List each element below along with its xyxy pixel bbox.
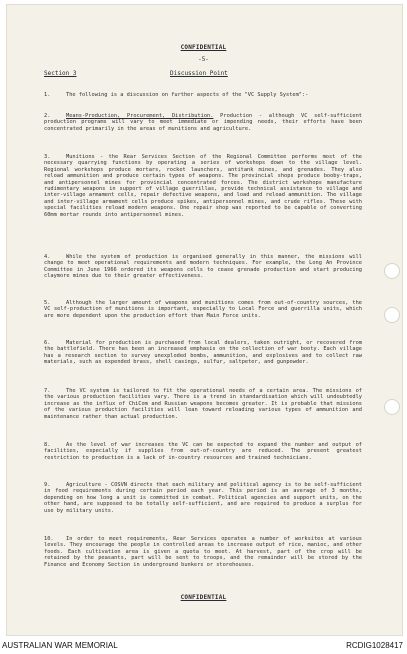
classification-footer: CONFIDENTIAL (180, 594, 227, 601)
page-number: -5- (198, 56, 209, 63)
archive-footer (0, 636, 407, 654)
paragraph-3: 3. Munitions - the Rear Services Section of the Regional Committee performs most of the necessary quarrying functions by operating a series of workshops down to the village level. Regional workshops produce mortars, rocket launchers, antitank mines, and grenades. They also reload ammunition and produce certain types of weapons. The provincial shops produce booby-traps, and antipersonnel mines for provincial concentrated forces. The district workshops manufacture rudimentary weapons in support of village guerrillas, provide technical assistance to village and inter-village armament cells, repair defective weapons, and load and reload ammunition. The village and inter-village armament cells produce spikes, antipersonnel mines, and crude rifles. These with special facilities reload modern weapons. One repair shop was reported to be capable of converting 60mm mortar rounds into antipersonnel mines. (44, 154, 362, 218)
paragraph-10: 10. In order to meet requirements, Rear Services operates a number of worksites at various levels. They encourage the people in controlled areas to increase output of rice, manioc, and other foods. Each cultivation area is given a quota to meet. At harvest, part of the crop will be retained by the peasants, part will be sent to troops, and the remainder will be stored by the Finance and Economy Section in underground bunkers or storehouses. (44, 536, 362, 568)
paragraph-7: 7. The VC system is tailored to fit the operational needs of a certain area. The missions of the various production facilities vary. There is a trend in standardisation which will undoubtedly increase as the influx of ChiCom and Russian weapons becomes greater. It is probable that missions of the various production facilities will lean toward reloading various types of ammunition and maintenance rather than actual production. (44, 388, 362, 420)
section-title: Discussion Point (170, 70, 228, 77)
paragraph-1: 1. The following is a discussion on further aspects of the "VC Supply System":- (44, 92, 309, 98)
paragraph-6: 6. Material for production is purchased from local dealers, taken outright, or recovered from the battlefield. There has been an increased emphasis on the collection of war booty. Each village has a research section to survey unexploded bombs, ammunition, and explosives and to collect raw materials, such as expended brass, shell casings, sulfur, saltpeter, and gunpowder. (44, 340, 362, 366)
paragraph-8: 8. As the level of war increases the VC can be expected to expand the number and output of facilities, especially if supplies from out-of-country are reduced. The present greatest restriction to production is a lack of in-country resources and trained technicians. (44, 442, 362, 461)
section-label: Section 3 (44, 70, 77, 77)
punch-hole (384, 263, 400, 279)
archive-name: AUSTRALIAN WAR MEMORIAL (2, 641, 118, 650)
punch-hole (384, 307, 400, 323)
punch-hole (384, 399, 400, 415)
paragraph-2: 2. Means-Production, Procurement, Distribution. Production - although VC self-sufficient production programs will vary to meet immediate or impending needs, their efforts have been concentrated primarily in the areas of munitions and agriculture. (44, 113, 362, 132)
record-id: RCDIG1028417 (346, 641, 403, 650)
paragraph-4: 4. While the system of production is organised generally in this manner, the missions will change to meet operational requirements and modern techniques. For example, the Long An Province Committee in June 1966 ordered its weapons cells to cease grenade production and start producing claymore mines due to their greater effectiveness. (44, 254, 362, 280)
paragraph-5: 5. Although the larger amount of weapons and munitions comes from out-of-country sources, the VC self-production of munitions is important, especially to Local Force and guerrilla units, which are more dependent upon the production effort than Main Force units. (44, 300, 362, 319)
paragraph-heading: Means-Production, Procurement, Distribution. (66, 113, 214, 119)
paragraph-9: 9. Agriculture - COSVN directs that each military and political agency is to be self-sufficient in food requirements during certain period each year. This period is an average of 3 months, depending on how long a unit is committed in combat. Political agencies and support units, on the other hand, are supposed to be totally self-sufficient, and are required to produce a surplus for use by military units. (44, 482, 362, 514)
classification-header: CONFIDENTIAL (180, 44, 227, 51)
